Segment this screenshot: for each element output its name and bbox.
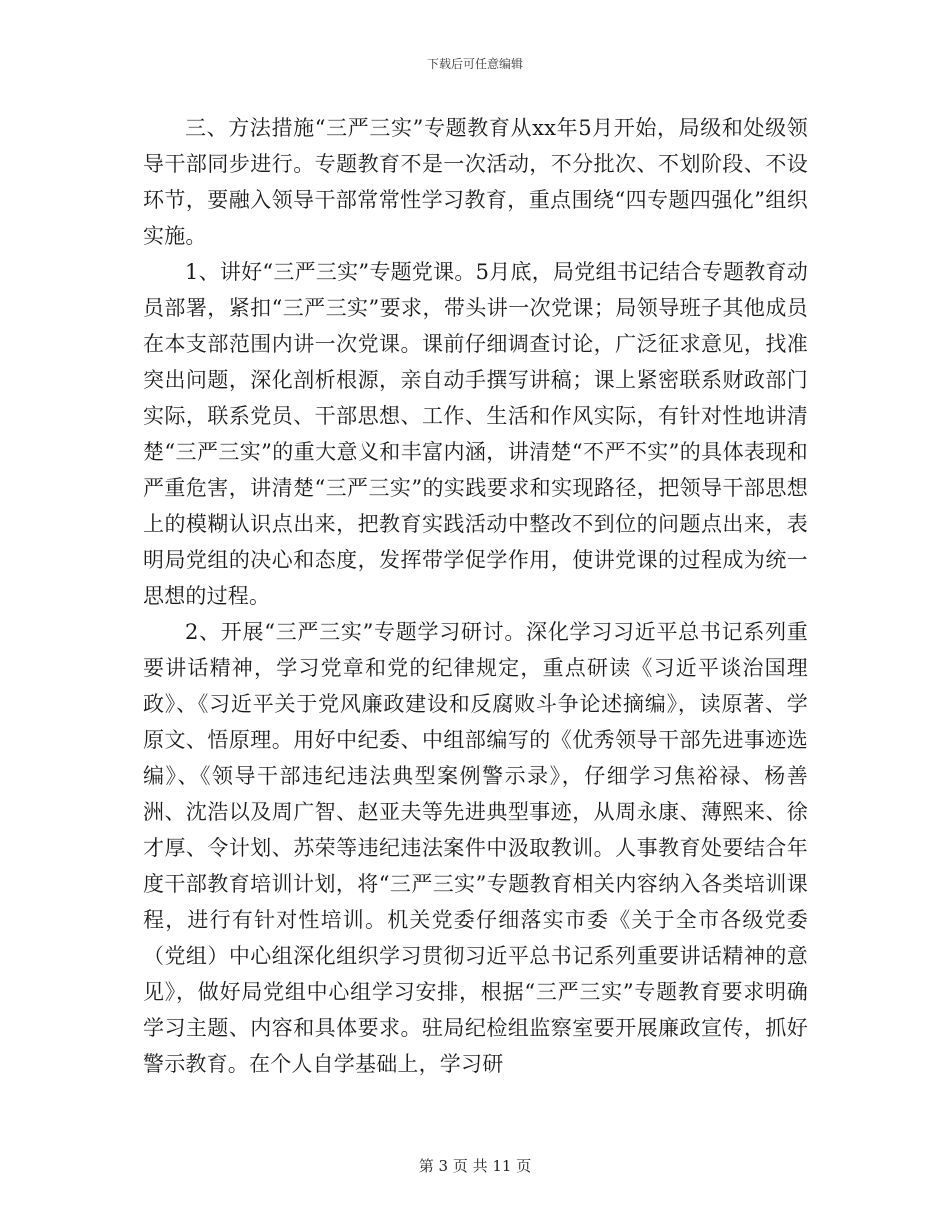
page-number: 第 3 页 共 11 页 xyxy=(418,1157,532,1175)
paragraph-study-seminar: 2、开展“三严三实”专题学习研讨。深化学习习近平总书记系列重要讲话精神，学习党章和党的纪律规定，重点研读《习近平谈治国理政》、《习近平关于党风廉政建设和反腐败斗争论述摘编》，读原著、学原文、悟原理。用好中纪委、中组部编写的《优秀领导干部先进事迹选编》、《领导干部违纪违法典型案例警示录》，仔细学习焦裕禄、杨善洲、沈浩以及周广智、赵亚夫等先进典型事迹，从周永康、薄熙来、徐才厚、令计划、苏荣等违纪违法案件中汲取教训。人事教育处要结合年度干部教育培训计划，将“三严三实”专题教育相关内容纳入各类培训课程，进行有针对性培训。机关党委仔细落实市委《关于全市各级党委（党组）中心组深化组织学习贯彻习近平总书记系列重要讲话精神的意见》，做好局党组中心组学习安排，根据“三严三实”专题教育要求明确学习主题、内容和具体要求。驻局纪检组监察室要开展廉政宣传，抓好警示教育。在个人自学基础上，学习研 xyxy=(143,620,808,1076)
paragraph-party-lecture: 1、讲好“三严三实”专题党课。5月底，局党组书记结合专题教育动员部署，紧扣“三严三实”要求，带头讲一次党课；局领导班子其他成员在本支部范围内讲一次党课。课前仔细调查讨论，广泛征求意见，找准突出问题，深化剖析根源，亲自动手撰写讲稿；课上紧密联系财政部门实际，联系党员、干部思想、工作、生活和作风实际，有针对性地讲清楚“三严三实”的重大意义和丰富内涵，讲清楚“不严不实”的具体表现和严重危害，讲清楚“三严三实”的实践要求和实现路径，把领导干部思想上的模糊认识点出来，把教育实践活动中整改不到位的问题点出来，表明局党组的决心和态度，发挥带学促学作用，使讲党课的过程成为统一思想的过程。 xyxy=(143,260,808,608)
paragraph-methods: 三、方法措施“三严三实”专题教育从xx年5月开始，局级和处级领导干部同步进行。专题教育不是一次活动，不分批次、不划阶段、不设环节，要融入领导干部常常性学习教育，重点围绕“四专题四强化”组织实施。 xyxy=(143,116,808,248)
header-note: 下载后可任意编辑 xyxy=(426,57,523,71)
document-body xyxy=(143,110,808,1082)
